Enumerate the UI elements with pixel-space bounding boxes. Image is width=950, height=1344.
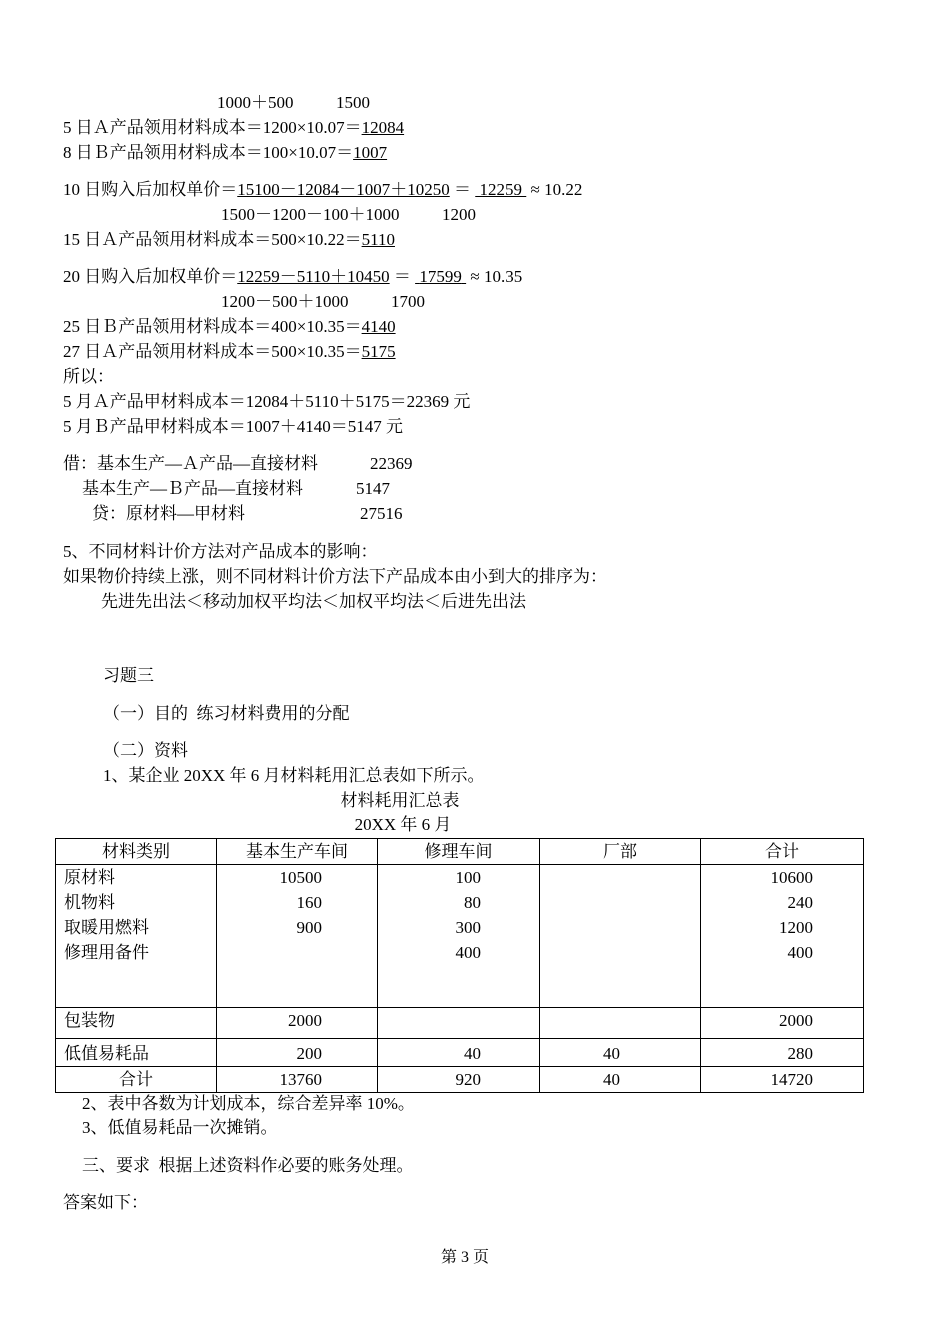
cell-sum-repair: 920	[378, 1067, 540, 1093]
line-b-day8: 8 日Ｂ产品领用材料成本＝100×10.07＝1007	[63, 143, 388, 162]
journal-credit-amount: 27516	[360, 504, 403, 523]
cell-repair-values: 100 80 300 400	[378, 865, 540, 1008]
table-row-sum	[56, 1067, 864, 1093]
header-total: 合计	[701, 839, 864, 865]
value-b-day8: 1007	[353, 143, 388, 162]
value-b-day25: 4140	[361, 317, 396, 336]
journal-debit-2: 基本生产—Ｂ产品—直接材料	[82, 479, 303, 498]
total-b-cost: 5 月Ｂ产品甲材料成本＝1007＋4140＝5147 元	[63, 417, 403, 436]
journal-credit: 贷：原材料—甲材料	[92, 504, 245, 523]
cell-sum-total: 14720	[701, 1067, 864, 1093]
value-a-day5: 12084	[361, 118, 405, 137]
numerator-day10: 15100－12084－1007＋10250	[237, 180, 450, 199]
numerator-day20: 12259－5110＋10450	[237, 267, 390, 286]
table-row-materials	[56, 865, 864, 1008]
exercise-title: 习题三	[103, 666, 154, 685]
table-header-row	[56, 839, 864, 865]
header-basic-workshop: 基本生产车间	[217, 839, 378, 865]
line-a-day15: 15 日Ａ产品领用材料成本＝500×10.22＝5110	[63, 230, 395, 249]
denominator-3: 1200－500＋1000 1700	[221, 292, 425, 311]
cell-sum-category: 合计	[56, 1067, 217, 1093]
influence-line-1: 如果物价持续上涨，则不同材料计价方法下产品成本由小到大的排序为：	[63, 567, 607, 586]
cell-lowvalue-repair: 40	[378, 1039, 540, 1067]
cell-packaging-basic: 2000	[217, 1008, 378, 1039]
line-a-day27: 27 日Ａ产品领用材料成本＝500×10.35＝5175	[63, 342, 396, 361]
requirement: 三、要求 根据上述资料作必要的账务处理。	[82, 1156, 414, 1175]
cell-lowvalue-category: 低值易耗品	[56, 1039, 217, 1067]
exercise-intro: 1、某企业 20XX 年 6 月材料耗用汇总表如下所示。	[103, 766, 485, 785]
line-day10-price: 10 日购入后加权单价＝15100－12084－1007＋10250 ＝ 12259 ≈ 10.22	[63, 180, 583, 199]
exercise-material: （二）资料	[103, 741, 188, 760]
influence-line-2: 先进先出法＜移动加权平均法＜加权平均法＜后进先出法	[101, 592, 526, 611]
exercise-goal: （一）目的 练习材料费用的分配	[103, 704, 350, 723]
cell-factory-values	[540, 865, 701, 1008]
line-b-day25: 25 日Ｂ产品领用材料成本＝400×10.35＝4140	[63, 317, 396, 336]
header-factory: 厂部	[540, 839, 701, 865]
total-a-cost: 5 月Ａ产品甲材料成本＝12084＋5110＋5175＝22369 元	[63, 392, 471, 411]
page-footer: 第 3 页	[440, 1249, 489, 1266]
cell-lowvalue-basic: 200	[217, 1039, 378, 1067]
cell-packaging-total: 2000	[701, 1008, 864, 1039]
journal-debit-2-amount: 5147	[356, 479, 390, 498]
cell-packaging-repair	[378, 1008, 540, 1039]
line-day20-price: 20 日购入后加权单价＝12259－5110＋10450 ＝ 17599 ≈ 10.35	[63, 267, 523, 286]
cell-basic-values: 10500 160 900	[217, 865, 378, 1008]
note-2: 2、表中各数为计划成本，综合差异率 10%。	[82, 1094, 415, 1113]
influence-heading: 5、不同材料计价方法对产品成本的影响：	[63, 542, 378, 561]
cell-lowvalue-factory: 40	[540, 1039, 701, 1067]
journal-debit-1-amount: 22369	[370, 454, 413, 473]
fraction-day20: 17599	[419, 267, 462, 286]
note-3: 3、低值易耗品一次摊销。	[82, 1118, 278, 1137]
table-title: 材料耗用汇总表	[340, 791, 460, 810]
value-a-day15: 5110	[361, 230, 395, 249]
cell-lowvalue-total: 280	[701, 1039, 864, 1067]
journal-debit-1: 借：基本生产—Ａ产品—直接材料	[63, 454, 318, 473]
denominator-2: 1500－1200－100＋1000 1200	[221, 205, 476, 224]
cell-sum-factory: 40	[540, 1067, 701, 1093]
value-a-day27: 5175	[361, 342, 396, 361]
cell-total-values: 10600 240 1200 400	[701, 865, 864, 1008]
material-usage-table	[55, 838, 864, 1093]
cell-categories: 原材料 机物料 取暖用燃料 修理用备件	[56, 865, 217, 1008]
table-row-lowvalue	[56, 1039, 864, 1067]
line-a-day5: 5 日Ａ产品领用材料成本＝1200×10.07＝12084	[63, 118, 405, 137]
table-date: 20XX 年 6 月	[354, 815, 452, 834]
table-row-packaging	[56, 1008, 864, 1039]
header-category: 材料类别	[56, 839, 217, 865]
fraction-day10: 12259	[479, 180, 522, 199]
cell-sum-basic: 13760	[217, 1067, 378, 1093]
so-label: 所以：	[63, 367, 114, 386]
header-repair-workshop: 修理车间	[378, 839, 540, 865]
cell-packaging-factory	[540, 1008, 701, 1039]
cell-packaging-category: 包装物	[56, 1008, 217, 1039]
answer-label: 答案如下：	[63, 1193, 148, 1212]
denominator-1: 1000＋500 1500	[217, 93, 370, 112]
